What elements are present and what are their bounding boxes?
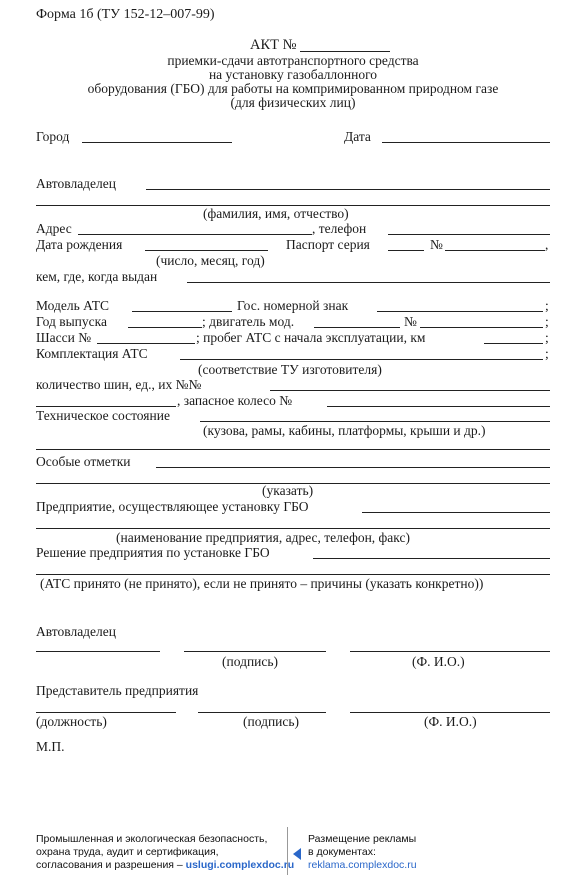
rep-signature-hint: (подпись) [243, 714, 300, 729]
engine-number-field[interactable] [420, 327, 543, 328]
mileage-field[interactable] [484, 343, 543, 344]
act-number-line [300, 51, 390, 52]
passport-number-field[interactable] [445, 250, 545, 251]
enterprise-hint: (наименование предприятия, адрес, телефон, факс) [116, 530, 410, 545]
passport-series-field[interactable] [388, 250, 424, 251]
footer-left-line-1: Промышленная и экологическая безопасность, [36, 833, 268, 845]
address-field[interactable] [78, 234, 312, 235]
decision-field[interactable] [313, 558, 550, 559]
owner-sign-line-3[interactable] [350, 651, 550, 652]
tires-field[interactable] [270, 390, 550, 391]
engine-label: ; двигатель мод. [202, 314, 295, 329]
birth-date-label: Дата рождения [36, 237, 123, 252]
equipment-label: Комплектация АТС [36, 346, 148, 361]
phone-label: , телефон [312, 221, 367, 236]
issued-by-label: кем, где, когда выдан [36, 269, 158, 284]
footer-left-text: согласования и разрешения – [36, 859, 186, 871]
year-label: Год выпуска [36, 314, 107, 329]
semicolon-1: ; [545, 298, 549, 313]
date-label: Дата [344, 129, 371, 144]
model-label: Модель АТС [36, 298, 109, 313]
passport-series-label: Паспорт серия [286, 237, 370, 252]
year-field[interactable] [128, 327, 202, 328]
spare-label: , запасное колесо № [177, 393, 293, 408]
footer-right-line-1: Размещение рекламы [308, 833, 417, 845]
title-line-3: на установку газобаллонного [208, 67, 378, 82]
semicolon-4: ; [545, 346, 549, 361]
tech-state-label: Техническое состояние [36, 408, 170, 423]
enterprise-field[interactable] [362, 512, 550, 513]
title-line-4: оборудования (ГБО) для работы на компримированном природном газе [87, 81, 499, 96]
tires-field-2[interactable] [36, 406, 176, 407]
footer-right-link[interactable]: reklama.complexdoc.ru [308, 859, 417, 871]
semicolon-3: ; [545, 330, 549, 345]
position-hint: (должность) [36, 714, 107, 729]
title-line-2: приемки-сдачи автотранспортного средства [167, 53, 419, 68]
passport-number-label: № [430, 237, 443, 252]
equipment-hint: (соответствие ТУ изготовителя) [198, 362, 382, 377]
rep-fio-hint: (Ф. И.О.) [424, 714, 477, 729]
spare-field[interactable] [327, 406, 550, 407]
tech-state-field[interactable] [200, 421, 550, 422]
notes-field[interactable] [156, 467, 550, 468]
rep-sign-line-3[interactable] [350, 712, 550, 713]
model-field[interactable] [132, 311, 232, 312]
chassis-label: Шасси № [36, 330, 92, 345]
engine-number-label: № [404, 314, 417, 329]
owner-signature-hint: (подпись) [222, 654, 279, 669]
issued-by-field[interactable] [187, 282, 550, 283]
notes-hint: (указать) [262, 483, 314, 498]
owner-fio-hint: (Ф. И.О.) [412, 654, 465, 669]
enterprise-label: Предприятие, осуществляющее установку ГБО [36, 499, 309, 514]
owner-field[interactable] [146, 189, 550, 190]
footer-separator [287, 827, 288, 875]
tech-state-hint: (кузова, рамы, кабины, платформы, крыши и др.) [203, 423, 486, 438]
act-title: АКТ № [250, 37, 297, 53]
owner-sign-label: Автовладелец [36, 624, 116, 639]
seal-label: М.П. [36, 739, 65, 754]
decision-label: Решение предприятия по установке ГБО [36, 545, 270, 560]
plate-field[interactable] [377, 311, 543, 312]
rep-sign-line-2[interactable] [198, 712, 326, 713]
owner-sign-line-1[interactable] [36, 651, 160, 652]
footer-left-line-3 [36, 859, 294, 871]
phone-field[interactable] [388, 234, 550, 235]
rep-sign-line-1[interactable] [36, 712, 176, 713]
title-line-5: (для физических лиц) [230, 95, 356, 110]
semicolon-2: ; [545, 314, 549, 329]
engine-model-field[interactable] [314, 327, 400, 328]
equipment-field[interactable] [180, 359, 543, 360]
owner-sign-line-2[interactable] [184, 651, 326, 652]
rep-label: Представитель предприятия [36, 683, 199, 698]
enterprise-field-2[interactable] [36, 528, 550, 529]
owner-label: Автовладелец [36, 176, 116, 191]
tires-label: количество шин, ед., их №№ [36, 377, 202, 392]
address-label: Адрес [36, 221, 72, 236]
form-code: Форма 1б (ТУ 152-12–007-99) [36, 7, 215, 22]
mileage-label: ; пробег АТС с начала эксплуатации, км [196, 330, 426, 345]
chassis-field[interactable] [97, 343, 195, 344]
notes-label: Особые отметки [36, 454, 131, 469]
footer-left-line-2: охрана труда, аудит и сертификация, [36, 846, 219, 858]
decision-hint: (АТС принято (не принято), если не принято – причины (указать конкретно)) [40, 576, 484, 591]
decision-field-2[interactable] [36, 574, 550, 575]
tech-state-field-2[interactable] [36, 449, 550, 450]
plate-label: Гос. номерной знак [237, 298, 349, 313]
city-label: Город [36, 129, 70, 144]
city-field[interactable] [82, 142, 232, 143]
arrow-left-icon [293, 848, 301, 860]
comma-1: , [545, 237, 549, 252]
fio-hint: (фамилия, имя, отчество) [203, 206, 349, 221]
date-hint: (число, месяц, год) [156, 253, 265, 268]
footer-right-line-2: в документах: [308, 846, 376, 858]
birth-date-field[interactable] [145, 250, 268, 251]
date-field[interactable] [382, 142, 550, 143]
footer-left-link[interactable]: uslugi.complexdoc.ru [185, 859, 295, 871]
